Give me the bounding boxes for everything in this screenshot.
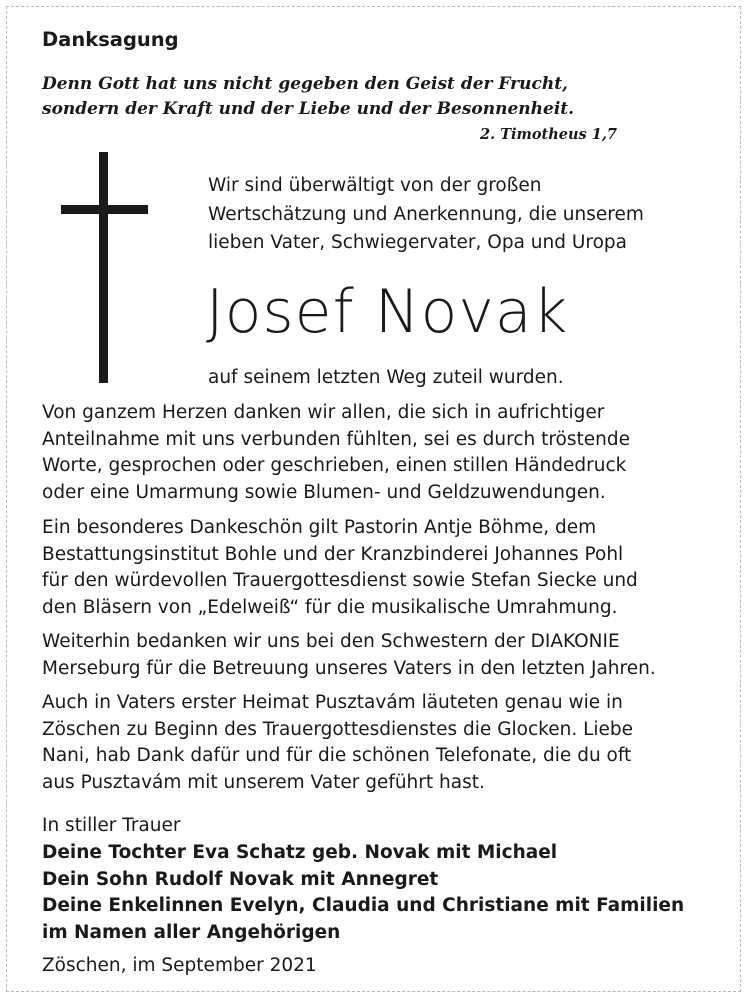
- paragraph-line: aus Pusztavám mit unserem Vater geführt hast.: [42, 771, 485, 793]
- intro-line: Wertschätzung und Anerkennung, die unserem: [208, 203, 644, 225]
- after-name-text: auf seinem letzten Weg zuteil wurden.: [208, 367, 564, 388]
- paragraph-line: oder eine Umarmung sowie Blumen- und Geldzuwendungen.: [42, 481, 606, 503]
- signer-line: Deine Enkelinnen Evelyn, Claudia und Christiane mit Familien: [42, 895, 685, 916]
- thanks-paragraph: [42, 690, 633, 796]
- paragraph-line: Von ganzem Herzen danken wir allen, die sich in aufrichtiger: [42, 402, 605, 423]
- paragraph-line: Bestattungsinstitut Bohle und der Kranzbinderei Johannes Pohl: [42, 543, 624, 565]
- paragraph-line: Auch in Vaters erster Heimat Pusztavám läuteten genau wie in: [42, 692, 623, 713]
- bible-verse: [42, 72, 574, 122]
- deceased-name: Josef Novak: [206, 277, 569, 347]
- closing-phrase: In stiller Trauer: [42, 815, 181, 836]
- paragraph-line: Weiterhin bedanken wir uns bei den Schwestern der DIAKONIE: [42, 631, 620, 652]
- signer-line: im Namen aller Angehörigen: [42, 921, 341, 943]
- notice-heading: Danksagung: [42, 28, 179, 51]
- cross-icon: [99, 152, 108, 383]
- paragraph-line: Anteilnahme mit uns verbunden fühlten, sei es durch tröstende: [42, 428, 630, 450]
- cross-icon-bar: [61, 205, 148, 214]
- paragraph-line: für den würdevollen Trauergottesdienst sowie Stefan Siecke und: [42, 570, 638, 591]
- place-date: Zöschen, im September 2021: [42, 955, 317, 976]
- thanks-paragraph: [42, 400, 630, 506]
- paragraph-line: Worte, gesprochen oder geschrieben, einen stillen Händedruck: [42, 455, 627, 476]
- intro-line: lieben Vater, Schwiegervater, Opa und Uropa: [208, 232, 627, 253]
- verse-line: Denn Gott hat uns nicht gegeben den Geist der Frucht,: [42, 74, 568, 94]
- signers-list: [42, 840, 684, 946]
- paragraph-line: Zöschen zu Beginn des Trauergottesdienstes die Glocken. Liebe: [42, 718, 634, 740]
- thanks-paragraph: [42, 629, 656, 682]
- signer-line: Deine Tochter Eva Schatz geb. Novak mit Michael: [42, 842, 558, 863]
- signer-line: Dein Sohn Rudolf Novak mit Annegret: [42, 868, 439, 890]
- paragraph-line: den Bläsern von „Edelweiß“ für die musikalische Umrahmung.: [42, 596, 618, 618]
- thanks-paragraph: [42, 515, 638, 621]
- paragraph-line: Merseburg für die Betreuung unseres Vaters in den letzten Jahren.: [42, 657, 656, 679]
- paragraph-line: Nani, hab Dank dafür und für die schönen Telefonate, die du oft: [42, 745, 632, 766]
- paragraph-line: Ein besonderes Dankeschön gilt Pastorin Antje Böhme, dem: [42, 517, 597, 538]
- intro-line: Wir sind überwältigt von der großen: [208, 175, 542, 196]
- intro-text: [208, 172, 644, 258]
- verse-reference: 2. Timotheus 1,7: [480, 126, 617, 143]
- verse-line: sondern der Kraft und der Liebe und der Besonnenheit.: [42, 99, 575, 119]
